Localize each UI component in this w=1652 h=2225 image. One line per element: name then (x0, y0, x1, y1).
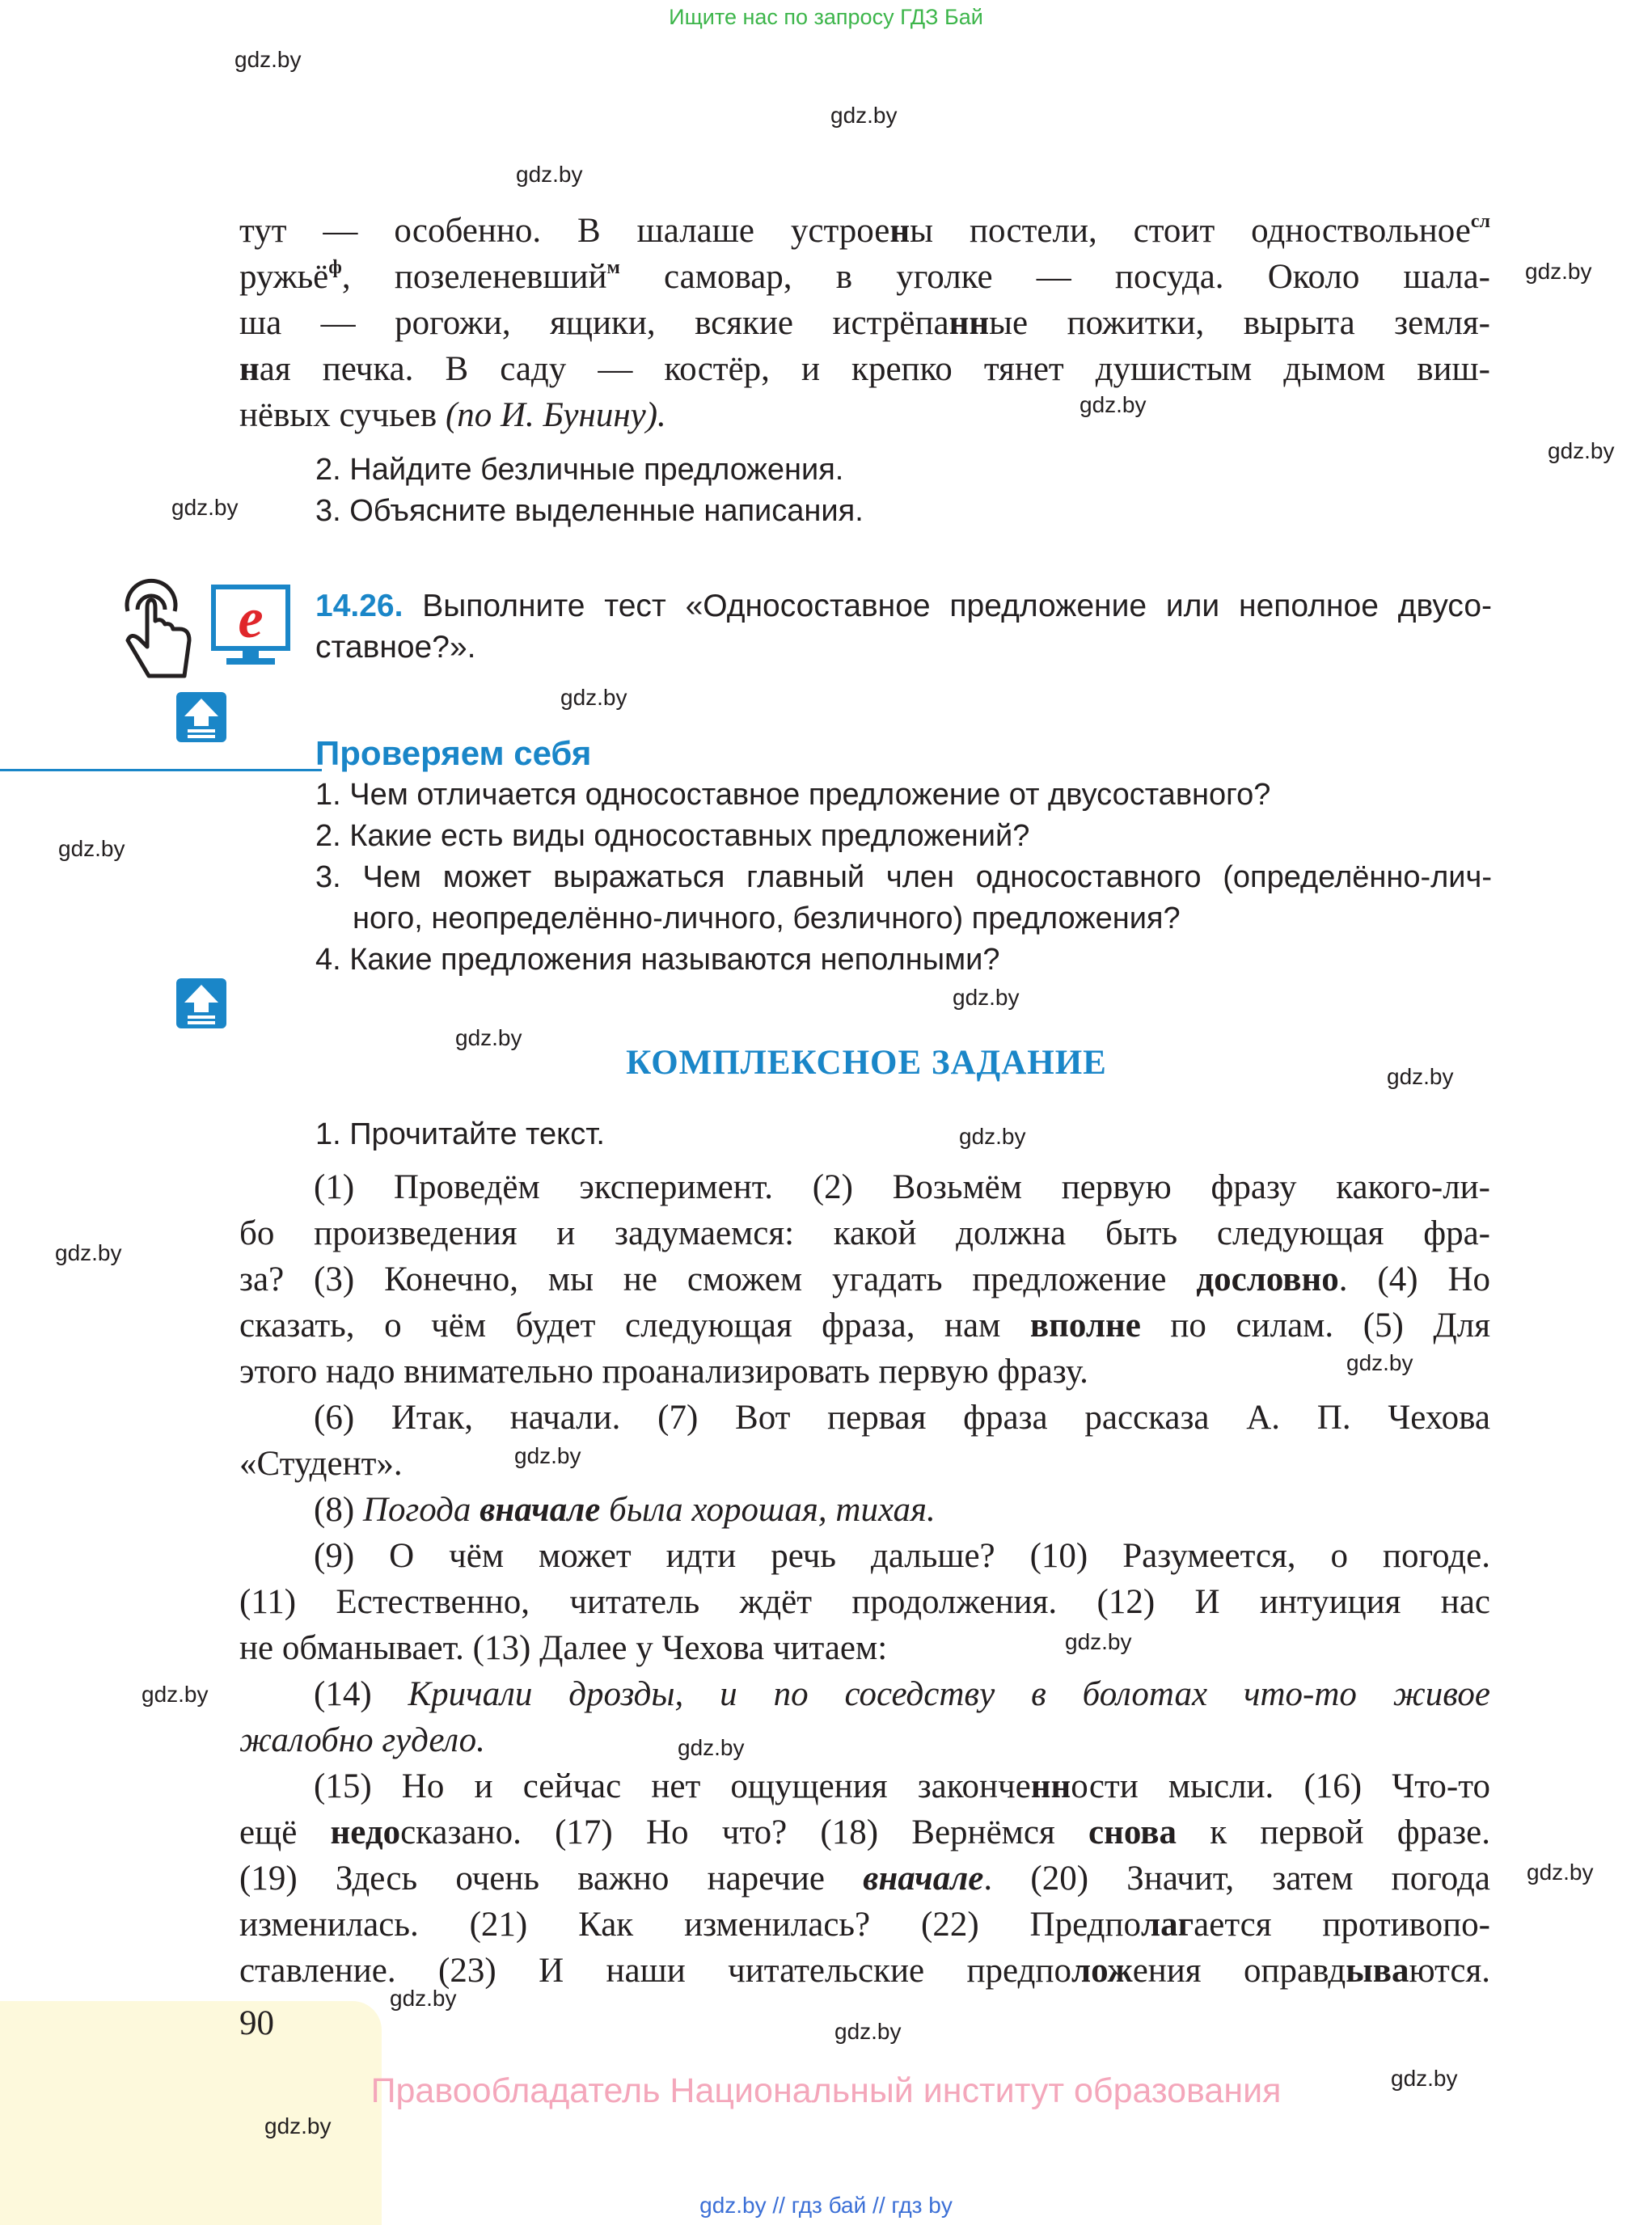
task-item: 2. Найдите безличные предложения. (315, 453, 844, 487)
highlighted-spelling: снова (1088, 1813, 1177, 1851)
watermark: gdz.by (234, 47, 302, 72)
text-run: Кричали дрозды, и по соседству в болотах что-то живое (408, 1675, 1490, 1713)
watermark: gdz.by (1527, 1860, 1594, 1885)
top-search-link[interactable]: Ищите нас по запросу ГДЗ Бай (669, 5, 983, 29)
text-line (239, 1533, 1490, 1579)
watermark: gdz.by (1065, 1629, 1132, 1654)
text-line (239, 392, 1490, 438)
text-run: Погода (362, 1491, 480, 1529)
text-run: этого надо внимательно проанализировать первую фразу. (239, 1353, 1088, 1391)
text-line (239, 1395, 1490, 1441)
text-run: ости мысли. (16) Что-то (1071, 1767, 1490, 1805)
watermark: gdz.by (171, 495, 239, 520)
text-run: была хорошая, тихая. (600, 1491, 936, 1529)
page-number: 90 (239, 2004, 274, 2042)
watermark: gdz.by (953, 985, 1020, 1010)
text-line (239, 1487, 1490, 1533)
text-run: ения оправд (1132, 1952, 1346, 1990)
watermark: gdz.by (1080, 392, 1147, 417)
text-run: не обманывает. (13) Далее у Чехова читаем: (239, 1629, 888, 1667)
complex-task-title: КОМПЛЕКСНОЕ ЗАДАНИЕ (626, 1044, 1107, 1082)
watermark: gdz.by (678, 1735, 745, 1760)
text-run: (15) Но и сейчас нет ощущения законче (314, 1767, 1031, 1805)
task-item: 3. Объясните выделенные написания. (315, 494, 864, 528)
word-mark: сл (1470, 211, 1490, 232)
highlighted-spelling: нн (949, 304, 990, 342)
text-line (239, 1349, 1490, 1395)
text-run: ается противопо- (1194, 1906, 1490, 1944)
highlighted-spelling: н (239, 350, 260, 388)
text-run: за? (3) Конечно, мы не сможем угадать предложение (239, 1260, 1197, 1298)
watermark: gdz.by (516, 162, 583, 187)
exercise-text: Выполните тест «Односоставное предложение или неполное двусо- (403, 589, 1492, 623)
text-line (239, 1164, 1490, 1210)
text-run: ружьё (239, 258, 329, 296)
text-run: сказать, о чём будет следующая фраза, нам (239, 1307, 1030, 1345)
text-run: к первой фразе. (1177, 1813, 1490, 1851)
self-check-question: 3. Чем может выражаться главный член односоставного (определённо-лич- (315, 860, 1492, 894)
watermark: gdz.by (264, 2113, 332, 2138)
watermark: gdz.by (1525, 259, 1592, 284)
watermark: gdz.by (1548, 438, 1615, 463)
self-check-question: ного, неопределённо-личного, безличного) предложения? (353, 901, 1181, 935)
highlighted-spelling: лож (1071, 1952, 1133, 1990)
text-line (239, 1809, 1490, 1856)
text-run: ются. (1409, 1952, 1490, 1990)
text-run: (11) Естественно, читатель ждёт продолжения. (12) И интуиция нас (239, 1583, 1490, 1621)
text-line (239, 1625, 1490, 1671)
highlighted-spelling: вначале (480, 1491, 601, 1529)
text-line (239, 1302, 1490, 1349)
text-run: самовар, в уголке — посуда. Около шала- (619, 258, 1490, 296)
self-check-question: 2. Какие есть виды односоставных предложений? (315, 819, 1030, 853)
watermark: gdz.by (455, 1025, 522, 1050)
watermark: gdz.by (1391, 2066, 1458, 2091)
watermark: gdz.by (142, 1682, 209, 1707)
highlighted-spelling: дословно (1196, 1260, 1339, 1298)
watermark: gdz.by (58, 836, 125, 861)
text-run: (по И. Бунину). (445, 396, 666, 434)
text-run: «Студент». (239, 1445, 403, 1483)
watermark: gdz.by (830, 103, 898, 128)
text-run: сказано. (17) Но что? (18) Вернёмся (400, 1813, 1088, 1851)
text-line (239, 1717, 1490, 1763)
text-line (239, 1763, 1490, 1809)
up-arrow-icon[interactable] (176, 978, 226, 1028)
task-list-top (315, 450, 864, 532)
text-run: ставление. (23) И наши читательские предпо (239, 1952, 1071, 1990)
text-run: ещё (239, 1813, 331, 1851)
exercise-line (315, 585, 1492, 627)
text-line (239, 1210, 1490, 1256)
text-run: тут — особенно. В шалаше устрое (239, 212, 890, 250)
watermark: gdz.by (959, 1124, 1026, 1149)
text-run: (19) Здесь очень важно наречие (239, 1860, 864, 1898)
watermark: gdz.by (390, 1986, 457, 2011)
watermark: gdz.by (1387, 1064, 1454, 1089)
text-run: (6) Итак, начали. (7) Вот первая фраза рассказа А. П. Чехова (314, 1399, 1490, 1437)
text-line (239, 1441, 1490, 1487)
text-run: , позеленевший (341, 258, 607, 296)
text-run: . (20) Значит, затем погода (983, 1860, 1490, 1898)
text-run: ая печка. В саду — костёр, и крепко тянет душистым дымом виш- (259, 350, 1490, 388)
section-divider (0, 769, 322, 771)
passage-1 (239, 208, 1490, 438)
text-line (239, 300, 1490, 346)
text-line (239, 1902, 1490, 1948)
text-line (239, 254, 1490, 300)
touch-hand-icon[interactable] (120, 576, 194, 681)
text-run: бо произведения и задумаемся: какой должна быть следующая фра- (239, 1214, 1490, 1252)
text-line (239, 1256, 1490, 1302)
e-monitor-icon[interactable] (210, 584, 291, 673)
self-check-title: Проверяем себя (315, 734, 592, 772)
highlighted-spelling: лаг (1141, 1906, 1194, 1944)
self-check-question: 4. Какие предложения называются неполными? (315, 943, 1000, 977)
highlighted-spelling: ыва (1346, 1952, 1409, 1990)
text-line (239, 208, 1490, 254)
text-run: ша — рогожи, ящики, всякие истрёпа (239, 304, 949, 342)
text-line (239, 1856, 1490, 1902)
text-line (239, 346, 1490, 392)
text-run: изменилась. (21) Как изменилась? (22) Предпо (239, 1906, 1142, 1944)
text-run: (8) (314, 1491, 363, 1529)
highlighted-spelling: вполне (1029, 1307, 1141, 1345)
text-run: ы постели, стоит одноствольное (910, 212, 1471, 250)
text-line (239, 1579, 1490, 1625)
passage-2 (239, 1164, 1490, 1994)
footer-links[interactable]: gdz.by // гдз бай // гдз by (699, 2193, 953, 2218)
watermark: gdz.by (560, 685, 627, 710)
highlighted-spelling: недо (330, 1813, 401, 1851)
up-arrow-icon[interactable] (176, 692, 226, 742)
watermark: gdz.by (55, 1240, 122, 1265)
self-check-questions (315, 775, 1492, 981)
complex-task-1: 1. Прочитайте текст. (315, 1117, 605, 1151)
exercise-line: ставное?». (315, 630, 476, 665)
text-line (239, 1671, 1490, 1717)
self-check-question: 1. Чем отличается односоставное предложение от двусоставного? (315, 778, 1271, 812)
text-run: нёвых сучьев (239, 396, 446, 434)
text-run: (14) (314, 1675, 408, 1713)
text-run: . (4) Но (1338, 1260, 1490, 1298)
highlighted-spelling: н (889, 212, 911, 250)
text-run: ые пожитки, вырыта земля- (989, 304, 1490, 342)
text-run: жалобно гудело. (239, 1721, 485, 1759)
exercise-14-26 (315, 585, 1492, 668)
word-mark: м (606, 257, 620, 278)
watermark: gdz.by (1346, 1350, 1413, 1375)
text-run: (1) Проведём эксперимент. (2) Возьмём первую фразу какого-ли- (314, 1168, 1490, 1206)
word-mark: ф (328, 257, 342, 278)
highlighted-spelling: нн (1030, 1767, 1071, 1805)
text-run: (9) О чём может идти речь дальше? (10) Разумеется, о погоде. (314, 1537, 1490, 1575)
watermark: gdz.by (834, 2019, 902, 2044)
watermark: gdz.by (514, 1443, 581, 1468)
copyright-notice: Правообладатель Национальный институт образования (370, 2071, 1282, 2110)
highlighted-spelling: вначале (863, 1860, 984, 1898)
text-run: по силам. (5) Для (1140, 1307, 1490, 1345)
exercise-number: 14.26. (315, 589, 403, 623)
svg-text:e: e (238, 588, 264, 650)
